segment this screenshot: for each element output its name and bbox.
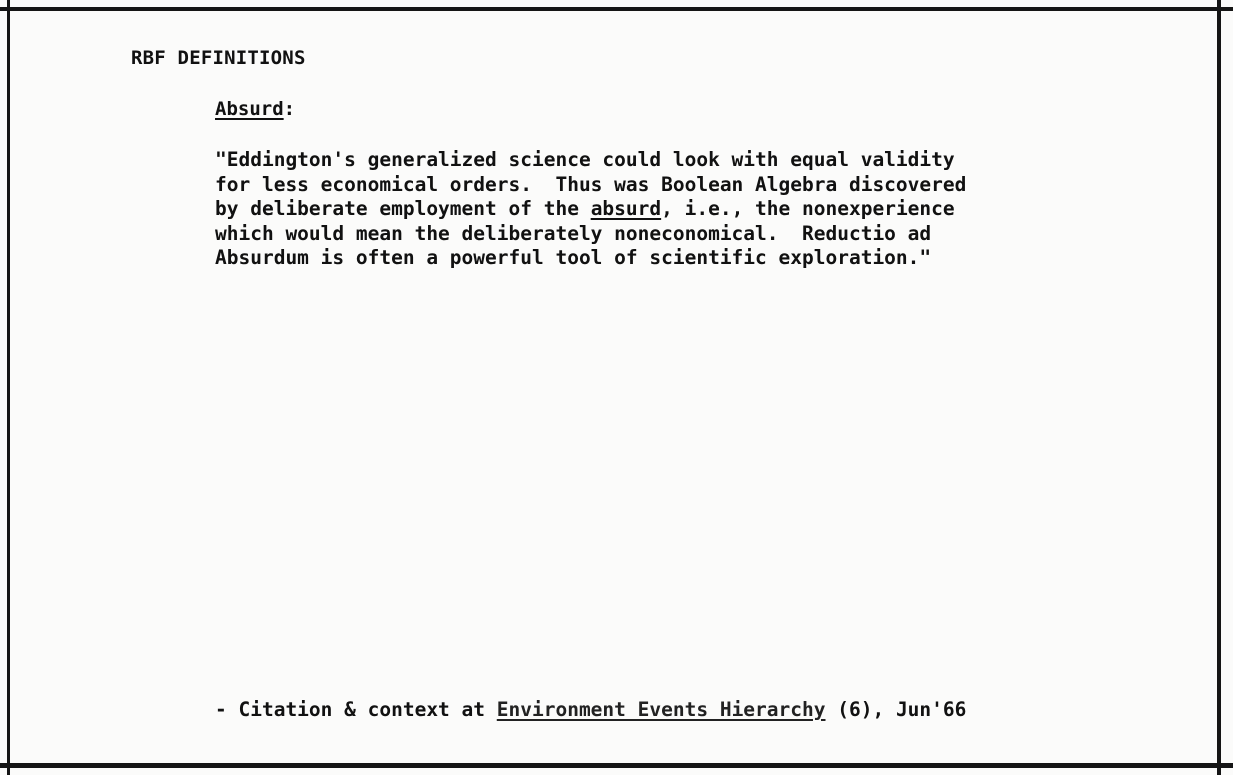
citation-line [215, 698, 966, 721]
quote-line [215, 173, 1175, 198]
definition-quote [215, 148, 1175, 271]
card-left-border [7, 0, 10, 775]
quote-text: for less economical orders. Thus was Boolean Algebra discovered [215, 172, 967, 196]
definition-term [215, 98, 295, 120]
quote-text: , i.e., the nonexperience [661, 197, 955, 220]
quote-underlined-term: absurd [590, 197, 662, 220]
term-colon: : [283, 98, 296, 120]
quote-line [215, 197, 1175, 222]
citation-prefix: - Citation & context at [215, 698, 497, 721]
card-bottom-border [0, 763, 1233, 768]
card-header: RBF DEFINITIONS [131, 47, 306, 69]
citation-link[interactable]: Environment Events Hierarchy [496, 698, 826, 721]
quote-text: "Eddington's generalized science could look with equal validity [215, 148, 955, 171]
quote-text: Absurdum is often a powerful tool of scientific exploration." [215, 246, 932, 269]
citation-suffix: (6), Jun'66 [825, 698, 967, 721]
quote-line [215, 148, 1175, 173]
quote-line [215, 222, 1175, 247]
quote-line [215, 246, 1175, 271]
quote-text: which would mean the deliberately noneconomical. Reductio ad [215, 221, 932, 245]
card-right-border [1217, 0, 1221, 775]
card-top-border [0, 7, 1233, 11]
quote-text: by deliberate employment of the [215, 197, 591, 220]
term-label: Absurd [215, 98, 284, 120]
